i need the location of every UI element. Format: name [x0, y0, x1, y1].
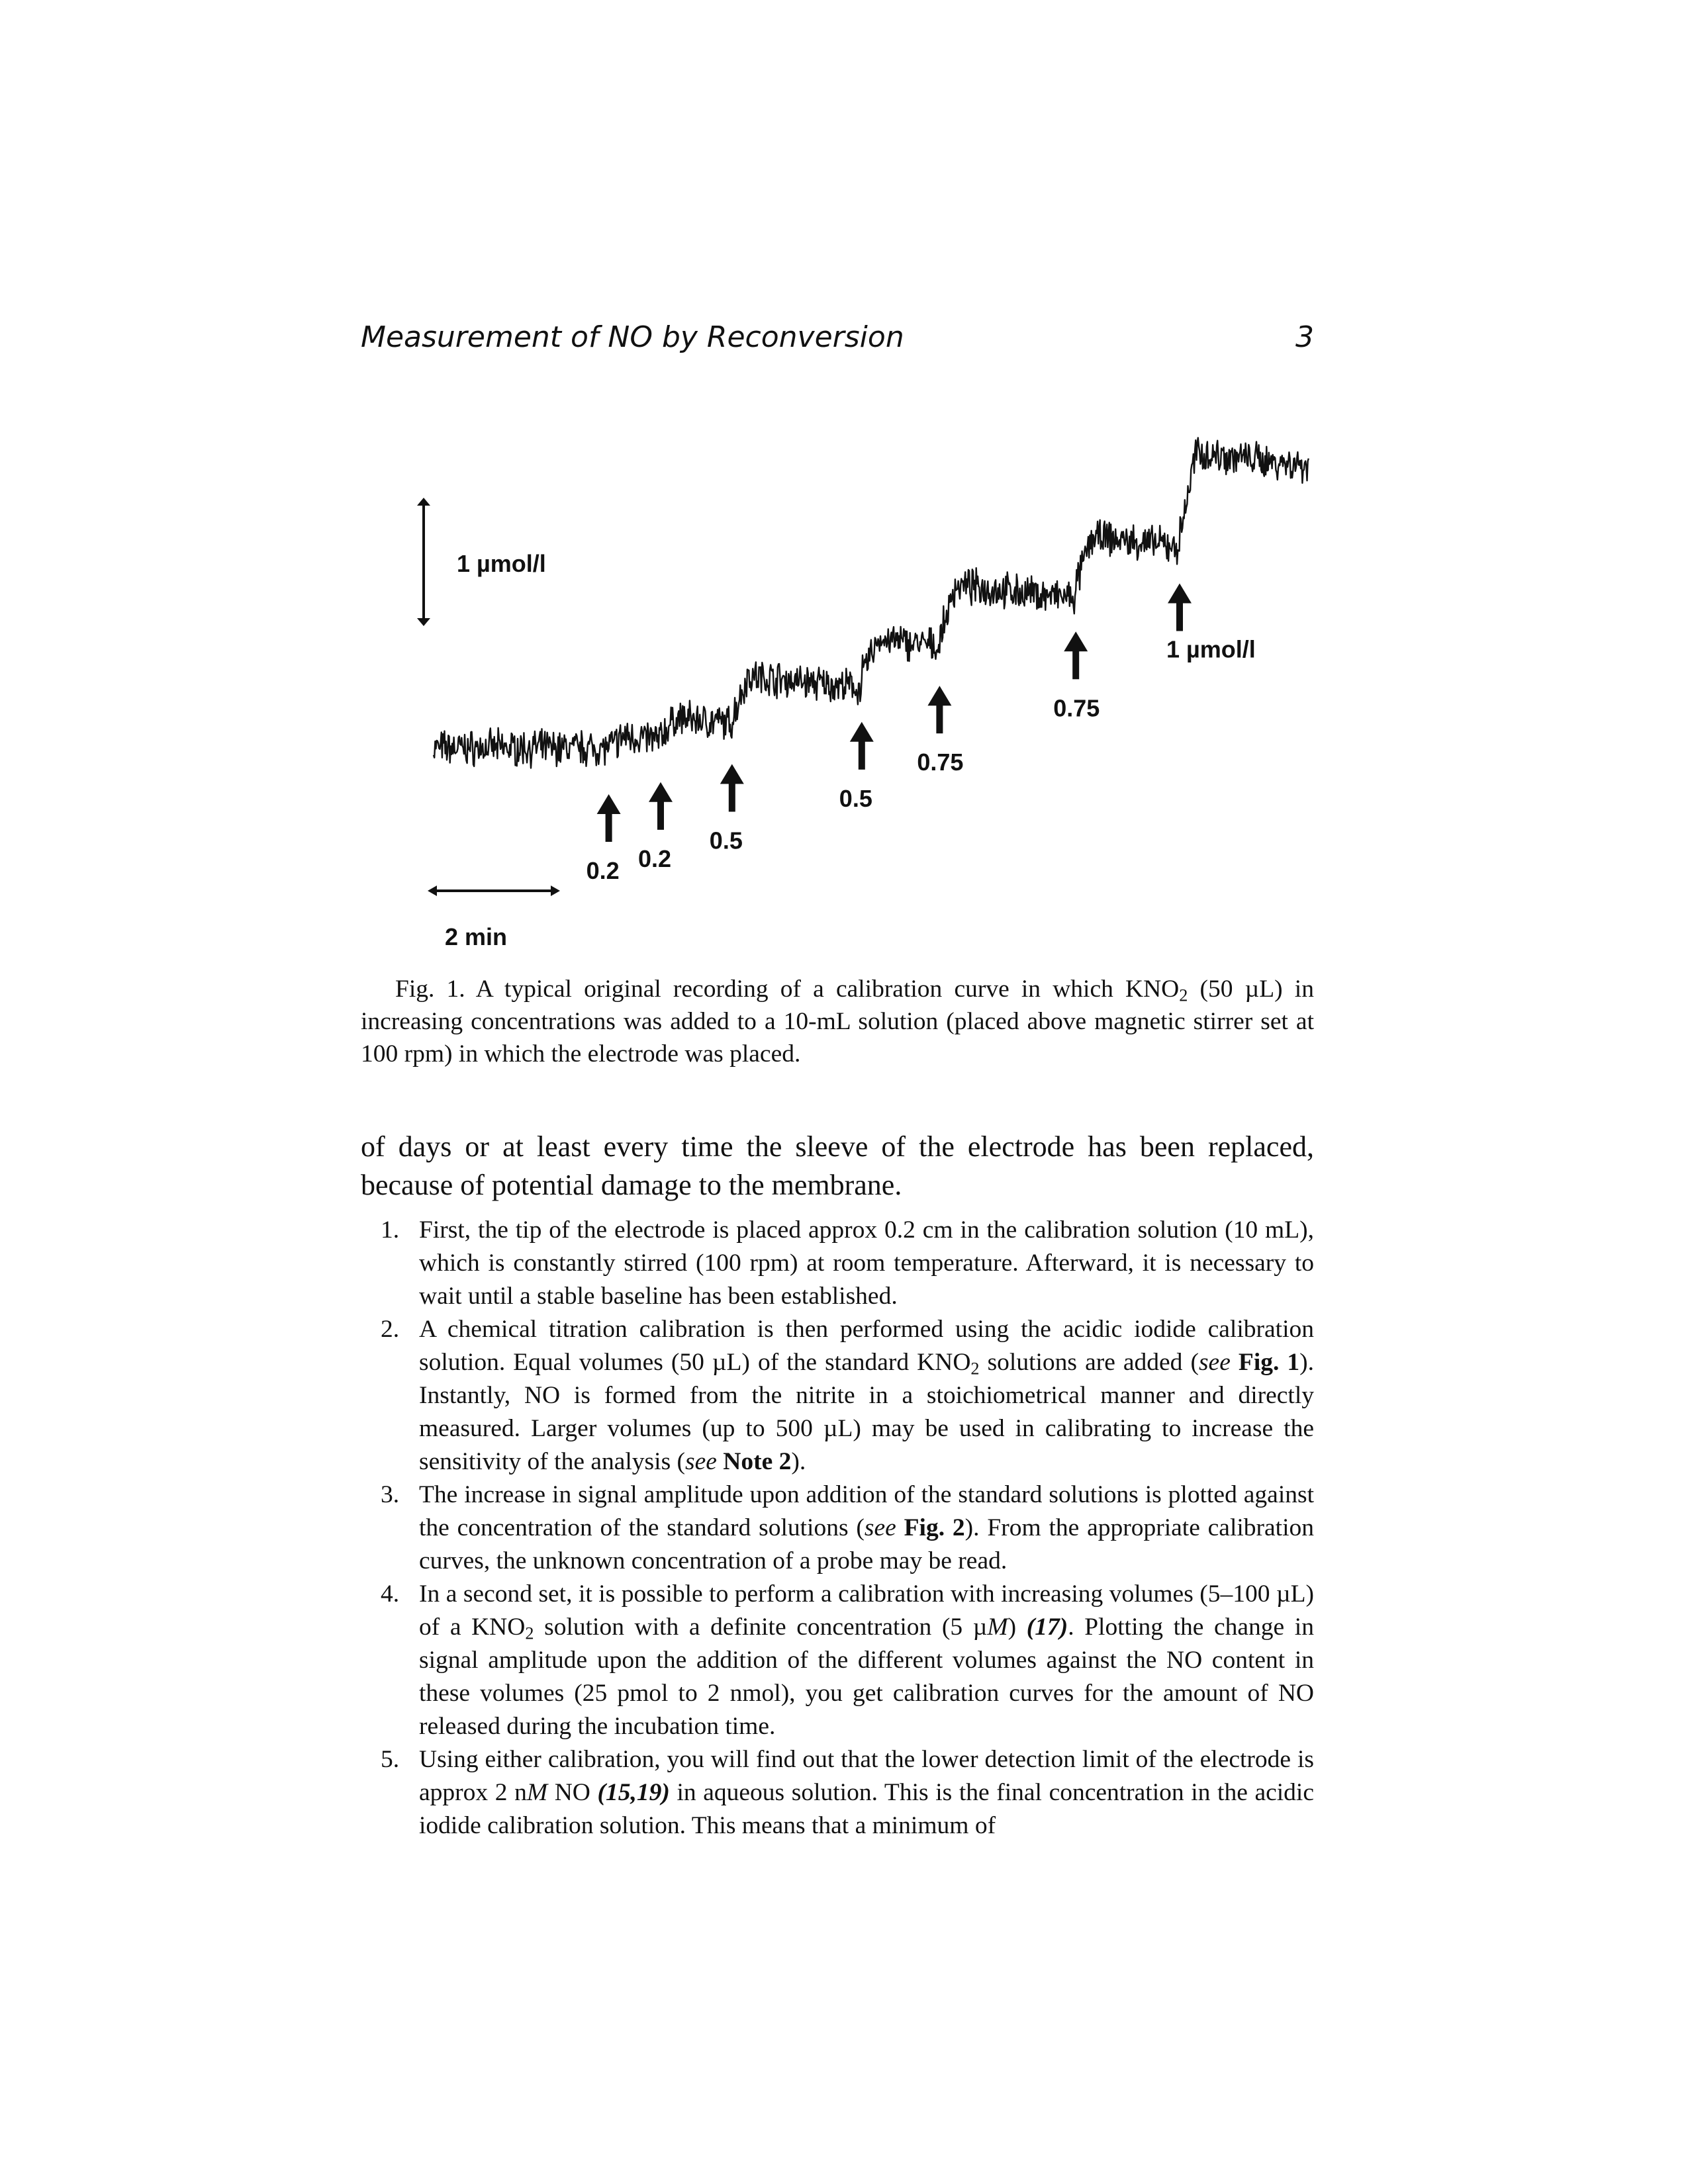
addition-label: 0.5: [709, 827, 743, 854]
addition-label: 0.75: [917, 749, 964, 776]
concentration-scale-label: 1 µmol/l: [457, 550, 546, 577]
running-title: Measurement of NO by Reconversion: [361, 320, 904, 354]
addition-label: 0.2: [638, 844, 672, 872]
step-4: [361, 1578, 1314, 1743]
step-text: ). From the appropriate calibration curves, the unknown concentration of a probe may be read.: [419, 1514, 1315, 1574]
step-text: ). Instantly, NO is formed from the nitrite in a stoichiometrical manner and directly measured. Larger volumes (up to 500 µL) may be used in calibrating to increase the sensitivity of the analysis (: [419, 1349, 1315, 1475]
unit-italic: M: [526, 1779, 548, 1806]
figure-caption: [361, 973, 1314, 1070]
addition-arrow: [1168, 584, 1192, 631]
step-number: 4.: [381, 1580, 400, 1608]
continuation-paragraph: of days or at least every time the sleeve of the electrode has been replaced, because of potential damage to the membrane.: [361, 1130, 1314, 1201]
subscript: 2: [970, 1359, 980, 1379]
step-text: in aqueous solution. This is the final concentration in the acidic iodide calibration solution. This means that a minimum of: [419, 1779, 1314, 1839]
time-scale-bar: [428, 886, 560, 896]
arrow-head: [720, 764, 744, 784]
step-text: The increase in signal amplitude upon addition of the standard solutions is plotted against the concentration of the standard solutions (: [419, 1481, 1314, 1541]
arrow-head: [850, 722, 874, 742]
step-number: 3.: [381, 1481, 400, 1508]
step-number: 5.: [381, 1746, 400, 1773]
step-2: [361, 1313, 1314, 1479]
arrow-head: [1064, 631, 1088, 651]
figure-1-recording: [0, 0, 1688, 966]
step-text: ): [1008, 1614, 1027, 1641]
step-1: [361, 1214, 1314, 1313]
addition-label: 0.2: [586, 857, 620, 884]
step-text: solutions are added (: [979, 1349, 1199, 1376]
unit-italic: M: [987, 1614, 1008, 1641]
citation: (17): [1026, 1614, 1068, 1641]
addition-arrows: [586, 584, 1256, 885]
fig-ref: Fig. 1: [1238, 1349, 1300, 1376]
step-text: solution with a definite concentration (5 µ: [534, 1614, 988, 1641]
fig-ref: Fig. 2: [904, 1514, 965, 1541]
caption-sub: 2: [1179, 985, 1188, 1005]
step-text: A chemical titration calibration is then performed using the acidic iodide calibration solution. Equal volumes (50 µL) of the standard KNO: [419, 1316, 1314, 1376]
addition-arrow: [927, 686, 951, 733]
subscript: 2: [525, 1623, 534, 1643]
addition-label: 0.5: [839, 784, 872, 812]
see-italic: see: [685, 1448, 717, 1475]
addition-arrow: [649, 782, 673, 830]
arrow-head: [1168, 584, 1192, 604]
arrow-head: [927, 686, 951, 705]
step-5: [361, 1743, 1314, 1843]
step-text: NO: [547, 1779, 598, 1806]
addition-arrow: [597, 794, 621, 842]
caption-suffix: (50 µL) in increasing concentrations was added to a 10-mL solution (placed above magnetic stirrer set at 100 rpm) in which the electrode was placed.: [361, 976, 1314, 1068]
addition-arrow: [720, 764, 744, 812]
step-text: In a second set, it is possible to perform a calibration with increasing volumes (5–100 µL) of a KNO: [419, 1580, 1314, 1641]
procedure-steps: [361, 1214, 1314, 1843]
arrow-head: [597, 794, 621, 814]
step-text: Using either calibration, you will find out that the lower detection limit of the electrode is approx 2 n: [419, 1746, 1314, 1806]
caption-prefix: Fig. 1. A typical original recording of a calibration curve in which KNO: [395, 976, 1180, 1003]
time-scale-label: 2 min: [445, 923, 508, 950]
see-italic: see: [864, 1514, 896, 1541]
step-text: ).: [791, 1448, 806, 1475]
addition-arrow: [1064, 631, 1088, 679]
step-3: [361, 1479, 1314, 1578]
page-number: 3: [1295, 320, 1314, 354]
step-text: . Plotting the change in signal amplitude upon the addition of the different volumes against the NO content in these volumes (25 pmol to 2 nmol), you get calibration curves for the amount of NO released during the incubation time.: [419, 1614, 1314, 1740]
step-number: 2.: [381, 1316, 400, 1343]
concentration-scale-bar: [417, 498, 430, 626]
addition-arrow: [850, 722, 874, 770]
note-ref: Note 2: [723, 1448, 792, 1475]
citation: (15,19): [597, 1779, 670, 1806]
see-italic: see: [1198, 1349, 1231, 1376]
step-number: 1.: [381, 1216, 400, 1244]
addition-label: 0.75: [1053, 694, 1100, 722]
addition-label: 1 µmol/l: [1166, 635, 1256, 663]
step-text: First, the tip of the electrode is placed approx 0.2 cm in the calibration solution (10 mL), which is constantly stirred (100 rpm) at room temperature. Afterward, it is necessary to wait until a stable baseline has been established.: [419, 1216, 1314, 1310]
arrow-head: [649, 782, 673, 802]
